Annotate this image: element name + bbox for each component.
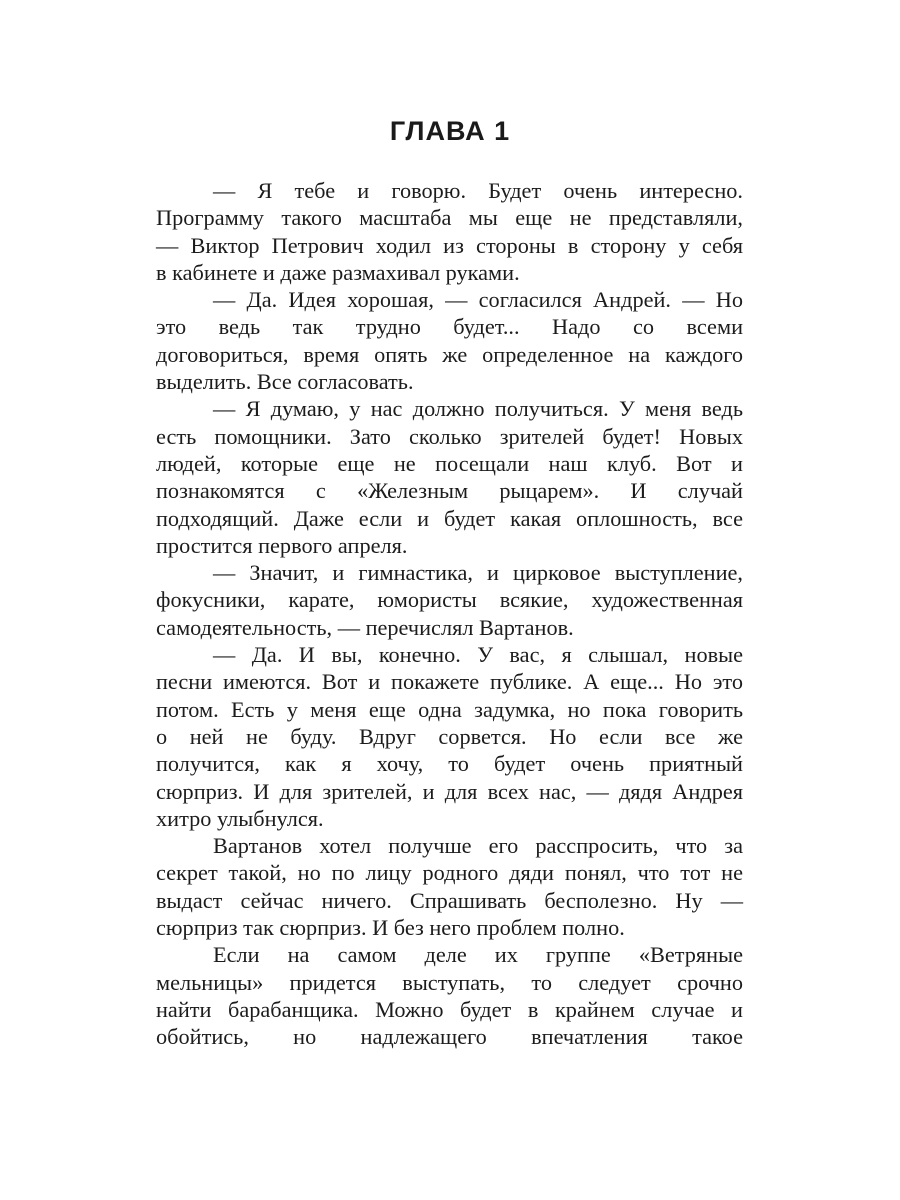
paragraph xyxy=(156,286,743,395)
text-line: сюрприз так сюрприз. И без него проблем полно. xyxy=(156,915,625,941)
text-line: самодеятельность, — перечислял Вартанов. xyxy=(156,614,574,640)
text-line: секрет такой, но по лицу родного дяди понял, что тот не xyxy=(156,860,743,886)
text-line: — Да. И вы, конечно. У вас, я слышал, новые xyxy=(213,642,743,668)
paragraph xyxy=(156,641,743,832)
text-line: Если на самом деле их группе «Ветряные xyxy=(213,942,743,968)
text-line: — Виктор Петрович ходил из стороны в сторону у себя xyxy=(156,232,743,258)
text-line: выделить. Все согласовать. xyxy=(156,369,414,395)
text-body xyxy=(156,177,743,1051)
text-line: песни имеются. Вот и покажете публике. А еще... Но это xyxy=(156,669,743,695)
text-line: найти барабанщика. Можно будет в крайнем случае и xyxy=(156,996,743,1022)
paragraph xyxy=(156,395,743,559)
paragraph xyxy=(156,559,743,641)
text-line: выдаст сейчас ничего. Спрашивать бесполезно. Ну — xyxy=(156,887,743,913)
paragraph xyxy=(156,941,743,1050)
text-line: потом. Есть у меня еще одна задумка, но пока говорить xyxy=(156,696,743,722)
text-line: договориться, время опять же определенное на каждого xyxy=(156,341,743,367)
chapter-title: ГЛАВА 1 xyxy=(389,116,511,146)
text-line: сюрприз. И для зрителей, и для всех нас, — дядя Андрея xyxy=(156,778,743,804)
text-line: — Я тебе и говорю. Будет очень интересно. xyxy=(213,178,743,203)
text-line: Вартанов хотел получше его расспросить, что за xyxy=(213,833,743,859)
text-line: Программу такого масштаба мы еще не представляли, xyxy=(156,205,743,231)
text-line: есть помощники. Зато сколько зрителей будет! Новых xyxy=(156,423,743,449)
paragraph xyxy=(156,177,743,286)
text-line: людей, которые еще не посещали наш клуб. Вот и xyxy=(156,450,743,476)
text-line: — Да. Идея хорошая, — согласился Андрей. — Но xyxy=(213,287,743,313)
text-line: хитро улыбнулся. xyxy=(156,805,324,831)
text-line: получится, как я хочу, то будет очень приятный xyxy=(156,751,743,777)
text-line: — Значит, и гимнастика, и цирковое выступление, xyxy=(213,560,743,586)
text-line: простится первого апреля. xyxy=(156,532,408,558)
text-line: в кабинете и даже размахивал руками. xyxy=(156,259,520,285)
text-line: о ней не буду. Вдруг сорвется. Но если все же xyxy=(156,723,743,749)
text-line: мельницы» придется выступать, то следует срочно xyxy=(156,969,743,995)
text-line: — Я думаю, у нас должно получиться. У меня ведь xyxy=(213,396,743,422)
text-line: обойтись, но надлежащего впечатления такое xyxy=(156,1024,743,1050)
text-line: познакомятся с «Железным рыцарем». И случай xyxy=(156,478,743,504)
text-line: подходящий. Даже если и будет какая оплошность, все xyxy=(156,505,743,531)
text-line: это ведь так трудно будет... Надо со всеми xyxy=(156,314,743,340)
paragraph xyxy=(156,832,743,941)
text-line: фокусники, карате, юмористы всякие, художественная xyxy=(156,587,743,613)
